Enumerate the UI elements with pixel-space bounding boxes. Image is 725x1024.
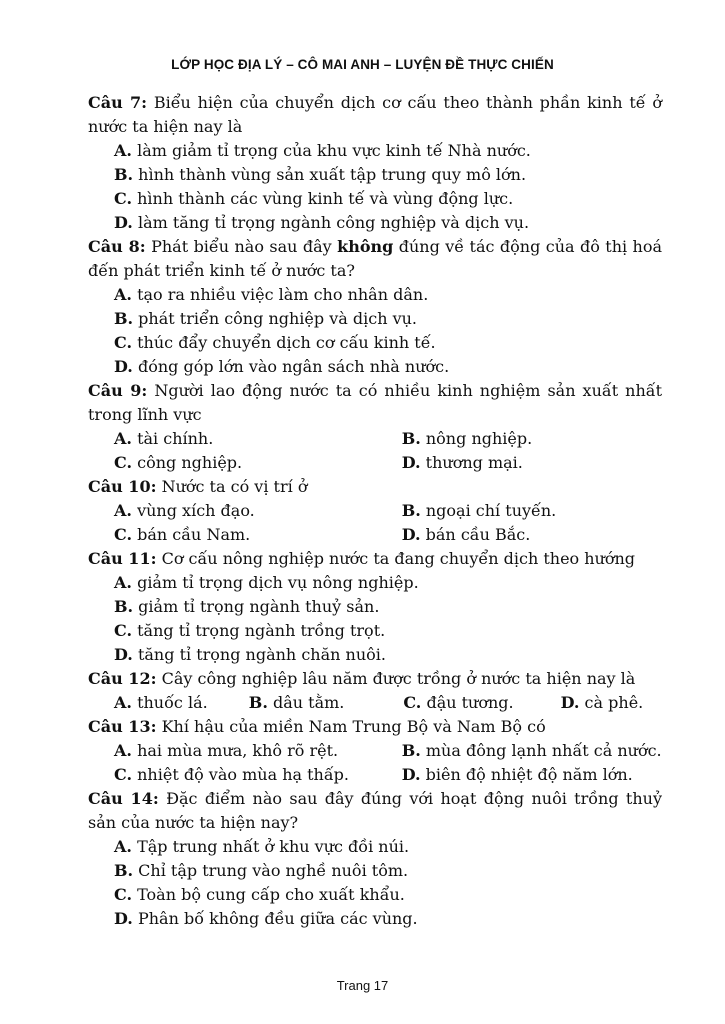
- question-10: [88, 475, 662, 547]
- question-label: Câu 13:: [88, 717, 157, 736]
- question-label: Câu 11:: [88, 549, 157, 568]
- option-letter: C.: [114, 765, 133, 784]
- option-d: [88, 211, 662, 235]
- option-letter: A.: [114, 141, 132, 160]
- option-b: [402, 499, 662, 523]
- option-d: [88, 355, 662, 379]
- option-letter: D.: [401, 525, 421, 544]
- option-b: [88, 595, 662, 619]
- question-9: [88, 379, 662, 475]
- option-c: [403, 691, 560, 715]
- option-text: vùng xích đạo.: [131, 501, 255, 520]
- option-text: hình thành vùng sản xuất tập trung quy mô lớn.: [133, 165, 527, 184]
- option-cell: [114, 427, 402, 451]
- option-letter: D.: [560, 693, 580, 712]
- option-b: [402, 427, 662, 451]
- option-text: Toàn bộ cung cấp cho xuất khẩu.: [132, 885, 405, 904]
- option-text: dâu tằm.: [267, 693, 345, 712]
- option-row: [88, 523, 662, 547]
- option-c: [88, 187, 662, 211]
- question-text: Người lao động nước ta có nhiều kinh nghiệm sản xuất nhất trong lĩnh vực: [88, 381, 663, 424]
- option-letter: B.: [401, 429, 421, 448]
- option-d: [402, 763, 662, 787]
- option-text: giảm tỉ trọng dịch vụ nông nghiệp.: [131, 573, 419, 592]
- question-text: đúng về tác động của đô thị hoá đến phát triển kinh tế ở nước ta?: [88, 237, 663, 280]
- question-stem: [88, 475, 662, 499]
- page-number: Trang 17: [336, 978, 389, 993]
- option-b: [88, 163, 662, 187]
- question-label: Câu 9:: [88, 381, 148, 400]
- option-row: [88, 691, 662, 715]
- option-b: [249, 691, 404, 715]
- option-cell: [249, 691, 404, 715]
- question-text: Khí hậu của miền Nam Trung Bộ và Nam Bộ có: [156, 717, 546, 736]
- question-stem: [88, 667, 662, 691]
- question-stem: [88, 91, 662, 139]
- question-12: [88, 667, 662, 715]
- question-13: [88, 715, 662, 787]
- question-text-emphasis: không: [337, 237, 394, 256]
- option-row: [88, 451, 662, 475]
- option-letter: D.: [114, 909, 133, 928]
- option-letter: A.: [114, 501, 132, 520]
- option-letter: A.: [114, 693, 132, 712]
- question-stem: [88, 715, 662, 739]
- option-text: đóng góp lớn vào ngân sách nhà nước.: [132, 357, 450, 376]
- option-text: Phân bố không đều giữa các vùng.: [132, 909, 418, 928]
- option-letter: A.: [114, 573, 132, 592]
- question-text: Biểu hiện của chuyển dịch cơ cấu theo thành phần kinh tế ở nước ta hiện nay là: [88, 93, 663, 136]
- option-letter: C.: [114, 885, 133, 904]
- option-a: [88, 139, 662, 163]
- option-cell: [114, 451, 402, 475]
- option-letter: B.: [401, 501, 421, 520]
- question-14: [88, 787, 662, 931]
- option-letter: C.: [114, 453, 133, 472]
- option-a: [88, 571, 662, 595]
- option-text: Tập trung nhất ở khu vực đồi núi.: [131, 837, 410, 856]
- option-text: thương mại.: [420, 453, 523, 472]
- option-text: giảm tỉ trọng ngành thuỷ sản.: [133, 597, 380, 616]
- option-letter: C.: [114, 333, 133, 352]
- option-text: tăng tỉ trọng ngành trồng trọt.: [132, 621, 386, 640]
- option-text: làm tăng tỉ trọng ngành công nghiệp và dịch vụ.: [132, 213, 530, 232]
- option-letter: B.: [114, 861, 134, 880]
- option-row: [88, 763, 662, 787]
- option-letter: B.: [401, 741, 421, 760]
- option-c: [114, 763, 402, 787]
- option-text: làm giảm tỉ trọng của khu vực kinh tế Nhà nước.: [131, 141, 531, 160]
- question-text: Nước ta có vị trí ở: [156, 477, 308, 496]
- question-text: Cây công nghiệp lâu năm được trồng ở nước ta hiện nay là: [156, 669, 636, 688]
- option-c: [114, 523, 402, 547]
- option-letter: C.: [114, 189, 133, 208]
- question-stem: [88, 379, 662, 427]
- question-label: Câu 7:: [88, 93, 148, 112]
- option-row: [88, 499, 662, 523]
- question-label: Câu 12:: [88, 669, 157, 688]
- option-letter: D.: [114, 645, 133, 664]
- question-stem: [88, 547, 662, 571]
- option-text: Chỉ tập trung vào nghề nuôi tôm.: [133, 861, 409, 880]
- question-label: Câu 8:: [88, 237, 146, 256]
- question-label: Câu 14:: [88, 789, 159, 808]
- option-d: [402, 451, 662, 475]
- option-text: ngoại chí tuyến.: [420, 501, 557, 520]
- option-text: công nghiệp.: [132, 453, 243, 472]
- option-cell: [402, 499, 662, 523]
- question-list: [88, 91, 662, 931]
- option-letter: D.: [401, 765, 421, 784]
- option-letter: B.: [114, 597, 134, 616]
- option-text: hình thành các vùng kinh tế và vùng động lực.: [132, 189, 514, 208]
- option-cell: [114, 499, 402, 523]
- question-label: Câu 10:: [88, 477, 157, 496]
- option-c: [88, 619, 662, 643]
- option-letter: D.: [401, 453, 421, 472]
- option-letter: B.: [248, 693, 268, 712]
- option-cell: [114, 739, 402, 763]
- option-cell: [114, 691, 249, 715]
- question-text: Đặc điểm nào sau đây đúng với hoạt động nuôi trồng thuỷ sản của nước ta hiện nay?: [88, 789, 662, 832]
- option-letter: A.: [114, 741, 132, 760]
- option-cell: [402, 451, 662, 475]
- option-c: [88, 883, 662, 907]
- option-text: tăng tỉ trọng ngành chăn nuôi.: [132, 645, 386, 664]
- option-text: nhiệt độ vào mùa hạ thấp.: [132, 765, 349, 784]
- question-8: [88, 235, 662, 379]
- option-text: bán cầu Bắc.: [420, 525, 531, 544]
- option-text: tạo ra nhiều việc làm cho nhân dân.: [131, 285, 429, 304]
- option-text: biên độ nhiệt độ năm lớn.: [420, 765, 633, 784]
- option-text: bán cầu Nam.: [132, 525, 251, 544]
- option-text: cà phê.: [579, 693, 644, 712]
- option-row: [88, 739, 662, 763]
- option-letter: C.: [403, 693, 422, 712]
- option-text: hai mùa mưa, khô rõ rệt.: [131, 741, 339, 760]
- question-text: Cơ cấu nông nghiệp nước ta đang chuyển dịch theo hướng: [156, 549, 636, 568]
- question-stem: [88, 787, 662, 835]
- option-c: [88, 331, 662, 355]
- question-text: Phát biểu nào sau đây: [145, 237, 338, 256]
- option-text: mùa đông lạnh nhất cả nước.: [420, 741, 662, 760]
- option-b: [88, 859, 662, 883]
- option-cell: [114, 523, 402, 547]
- option-letter: B.: [114, 165, 134, 184]
- option-d: [561, 691, 662, 715]
- option-text: phát triển công nghiệp và dịch vụ.: [133, 309, 418, 328]
- option-cell: [402, 523, 662, 547]
- option-a: [114, 739, 402, 763]
- option-letter: D.: [114, 357, 133, 376]
- option-a: [114, 499, 402, 523]
- option-d: [88, 907, 662, 931]
- option-text: thúc đẩy chuyển dịch cơ cấu kinh tế.: [132, 333, 436, 352]
- option-cell: [561, 691, 662, 715]
- option-cell: [402, 739, 662, 763]
- option-a: [88, 283, 662, 307]
- option-cell: [402, 763, 662, 787]
- option-letter: A.: [114, 429, 132, 448]
- option-letter: A.: [114, 837, 132, 856]
- option-cell: [114, 763, 402, 787]
- option-letter: C.: [114, 525, 133, 544]
- option-d: [88, 643, 662, 667]
- option-text: tài chính.: [131, 429, 214, 448]
- option-cell: [402, 427, 662, 451]
- question-7: [88, 91, 662, 235]
- option-letter: B.: [114, 309, 134, 328]
- option-a: [88, 835, 662, 859]
- option-letter: A.: [114, 285, 132, 304]
- option-text: nông nghiệp.: [420, 429, 533, 448]
- option-c: [114, 451, 402, 475]
- option-text: thuốc lá.: [131, 693, 208, 712]
- option-d: [402, 523, 662, 547]
- option-a: [114, 691, 249, 715]
- option-a: [114, 427, 402, 451]
- question-11: [88, 547, 662, 667]
- option-b: [88, 307, 662, 331]
- option-row: [88, 427, 662, 451]
- option-letter: D.: [114, 213, 133, 232]
- option-cell: [403, 691, 560, 715]
- question-stem: [88, 235, 662, 283]
- option-letter: C.: [114, 621, 133, 640]
- page-header: LỚP HỌC ĐỊA LÝ – CÔ MAI ANH – LUYỆN ĐỀ THỰC CHIẾN: [171, 57, 554, 72]
- option-b: [402, 739, 662, 763]
- option-text: đậu tương.: [421, 693, 514, 712]
